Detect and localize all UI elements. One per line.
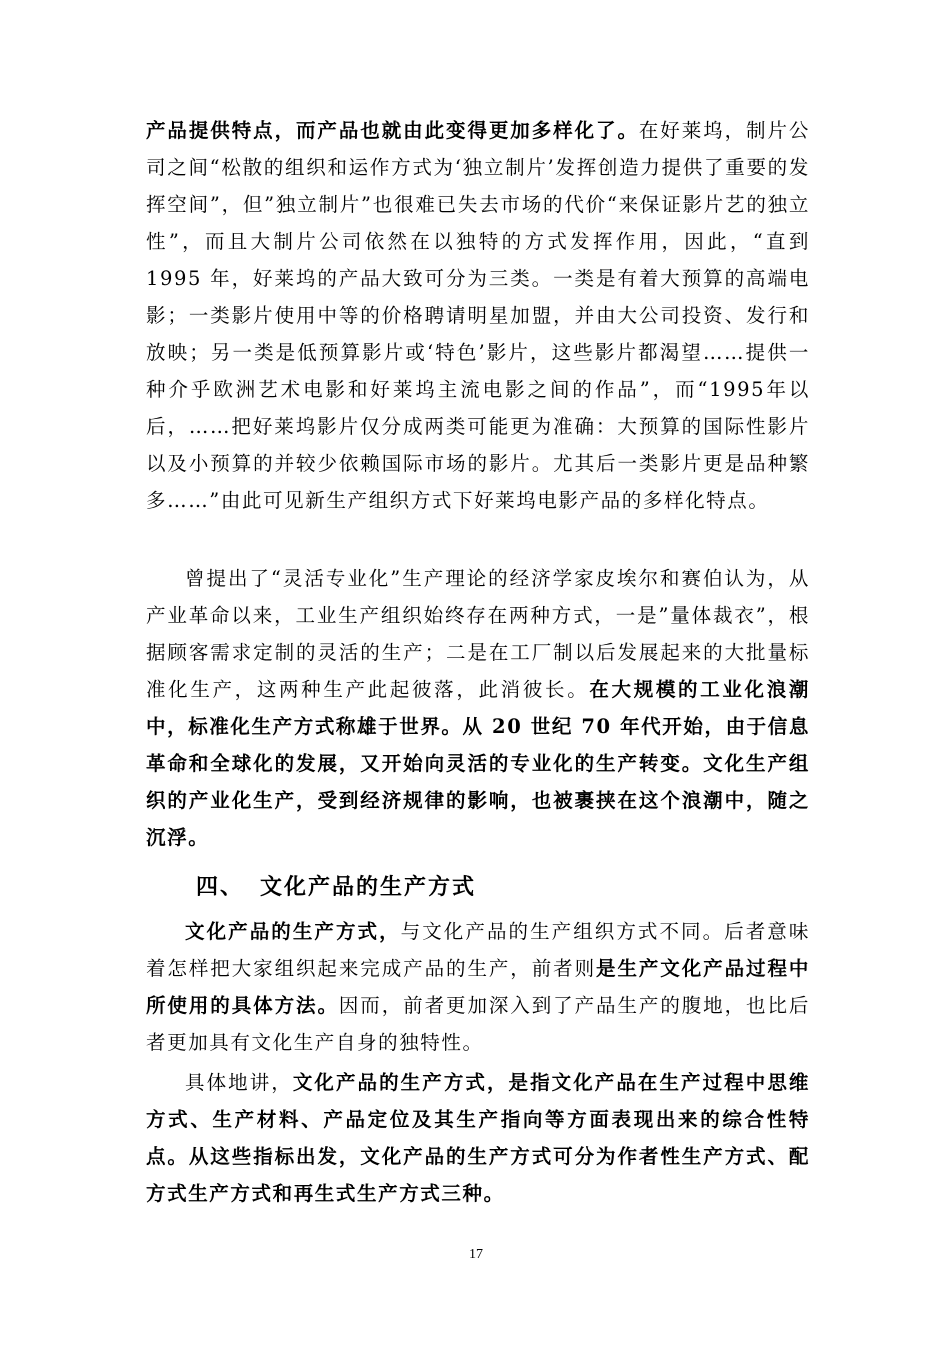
section-heading — [196, 868, 476, 908]
bold-lead: 产品提供特点，而产品也就由此变得更加多样化了。 — [146, 119, 639, 142]
paragraph-body: 在好莱坞，制片公司之间“松散的组织和运作方式为‘独立制片’发挥创造力提供了重要的发挥空间”，但”独立制片”也很难已失去市场的代价“来保证影片艺的独立性”，而且大制片公司依然在以独特的方式发挥作用，因此，“直到 1995 年，好莱坞的产品大致可分为三类。一类是有着大预算的高端电影；一类影片使用中等的价格聘请明星加盟，并由大公司投资、发行和放映；另一类是低预算影片或‘特色’影片，这些影片都渴望……提供一种介乎欧洲艺术电影和好莱坞主流电影之间的作品”，而“1995年以后，……把好莱坞影片仅分成两类可能更为准确：大预算的国际性影片以及小预算的并较少依赖国际市场的影片。尤其后一类影片更是品种繁多……”由此可见新生产组织方式下好莱坞电影产品的多样化特点。 — [146, 119, 810, 512]
page-number: 17 — [469, 1247, 483, 1262]
paragraph-hollywood-products — [146, 112, 810, 519]
paragraph-production-method-definition — [146, 913, 810, 1061]
paragraph-body: 与文化产品的生产组织方式不同。后者意味着怎样把大家组织起来完成产品的生产，前者则 — [146, 920, 810, 980]
section-number: 四、 — [196, 875, 245, 900]
bold-conclusion: 在大规模的工业化浪潮中，标准化生产方式称雄于世界。从 20 世纪 70 年代开始，由于信息革命和全球化的发展，又开始向灵活的专业化的生产转变。文化生产组织的产业化生产，受到经济规律的影响，也被裹挟在这个浪潮中，随之沉浮。 — [146, 678, 810, 849]
paragraph-text — [146, 112, 810, 519]
section-title: 文化产品的生产方式 — [260, 875, 477, 900]
paragraph-intro: 具体地讲， — [185, 1071, 293, 1094]
paragraph-body: 曾提出了“灵活专业化”生产理论的经济学家皮埃尔和赛伯认为，从产业革命以来，工业生产组织始终存在两种方式，一是”量体裁衣”，根据顾客需求定制的灵活的生产；二是在工厂制以后发展起来的大批量标准化生产，这两种生产此起彼落，此消彼长。 — [146, 567, 810, 701]
paragraph-text — [146, 913, 810, 1061]
paragraph-text — [146, 560, 810, 856]
bold-definition: 是生产文化产品过程中所使用的具体方法。 — [146, 957, 810, 1017]
paragraph-text — [146, 1064, 810, 1212]
paragraph-body-2: 因而，前者更加深入到了产品生产的腹地，也比后者更加具有文化生产自身的独特性。 — [146, 994, 810, 1054]
bold-classification: 文化产品的生产方式，是指文化产品在生产过程中思维方式、生产材料、产品定位及其生产指向等方面表现出来的综合性特点。从这些指标出发，文化产品的生产方式可分为作者性生产方式、配方式生产方式和再生式生产方式三种。 — [146, 1071, 810, 1205]
paragraph-flexible-specialization — [146, 560, 810, 856]
bold-term: 文化产品的生产方式， — [185, 920, 401, 943]
paragraph-production-method-types — [146, 1064, 810, 1212]
